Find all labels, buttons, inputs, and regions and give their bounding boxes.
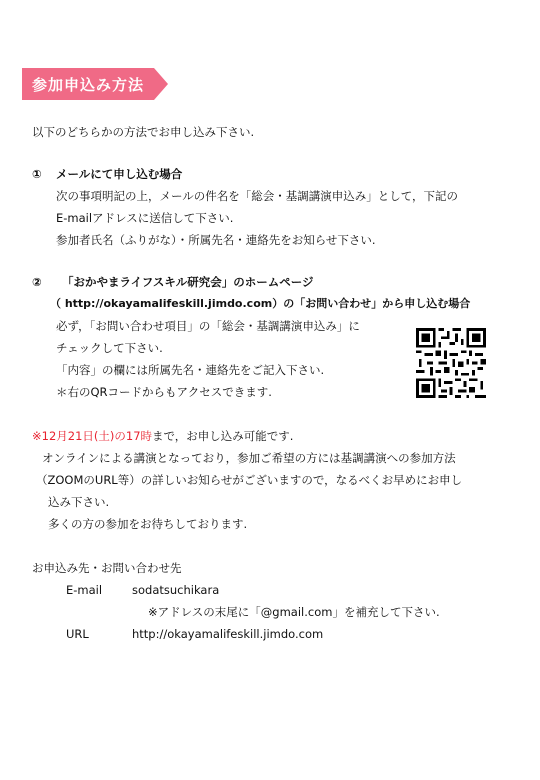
method2-title-line1: 「おかやまライフスキル研究会」のホームページ (62, 275, 314, 289)
notice-prefix: ※ (32, 429, 42, 443)
method2-line: ＊右のQRコードからもアクセスできます. (56, 385, 272, 399)
deadline-date: 12月21日(土)の17時 (41, 429, 153, 443)
notice-line-deadline (32, 428, 293, 444)
method2-title-line2: （ http://okayamalifeskill.jimdo.com）の「お問い合わせ」から申し込む場合 (50, 297, 471, 310)
email-label: E-mail (66, 583, 103, 597)
email-note: ※アドレスの末尾に「@gmail.com」を補充して下さい. (148, 605, 440, 619)
section-header-tab (22, 68, 168, 100)
method1-title: メールにて申し込む場合 (56, 167, 183, 181)
notice-line: 込み下さい. (48, 495, 110, 509)
url-link[interactable]: http://okayamalifeskill.jimdo.com (132, 627, 324, 641)
intro-text: 以下のどちらかの方法でお申し込み下さい. (32, 125, 255, 139)
method2-line: 「内容」の欄には所属先名・連絡先をご記入下さい. (56, 363, 325, 377)
section-title: 参加申込み方法 (32, 76, 145, 94)
notice-line: 多くの方の参加をお待ちしております. (48, 517, 248, 531)
qr-code-icon[interactable] (416, 328, 486, 398)
deadline-suffix: まで，お申し込み可能です. (152, 429, 294, 443)
method2-line: 必ず，「お問い合わせ項目」の「総会・基調講演申込み」に (56, 319, 360, 333)
method1-number: ① (32, 167, 42, 181)
method2-number: ② (32, 275, 42, 289)
method2-line: チェックして下さい. (56, 341, 163, 355)
url-label: URL (66, 627, 89, 641)
notice-line: オンラインによる講演となっており，参加ご希望の方には基調講演への参加方法 (42, 451, 456, 465)
email-value[interactable]: sodatsuchikara (132, 583, 220, 597)
method1-line: 参加者氏名（ふりがな）・所属先名・連絡先をお知らせ下さい. (56, 233, 376, 247)
contact-title: お申込み先・お問い合わせ先 (32, 561, 182, 575)
method1-line: 次の事項明記の上，メールの件名を「総会・基調講演申込み」として，下記の (56, 189, 459, 203)
method1-line: E-mailアドレスに送信して下さい. (56, 211, 234, 225)
notice-line: （ZOOMのURL等）の詳しいお知らせがございますので，なるべくお早めにお申し (36, 473, 463, 487)
